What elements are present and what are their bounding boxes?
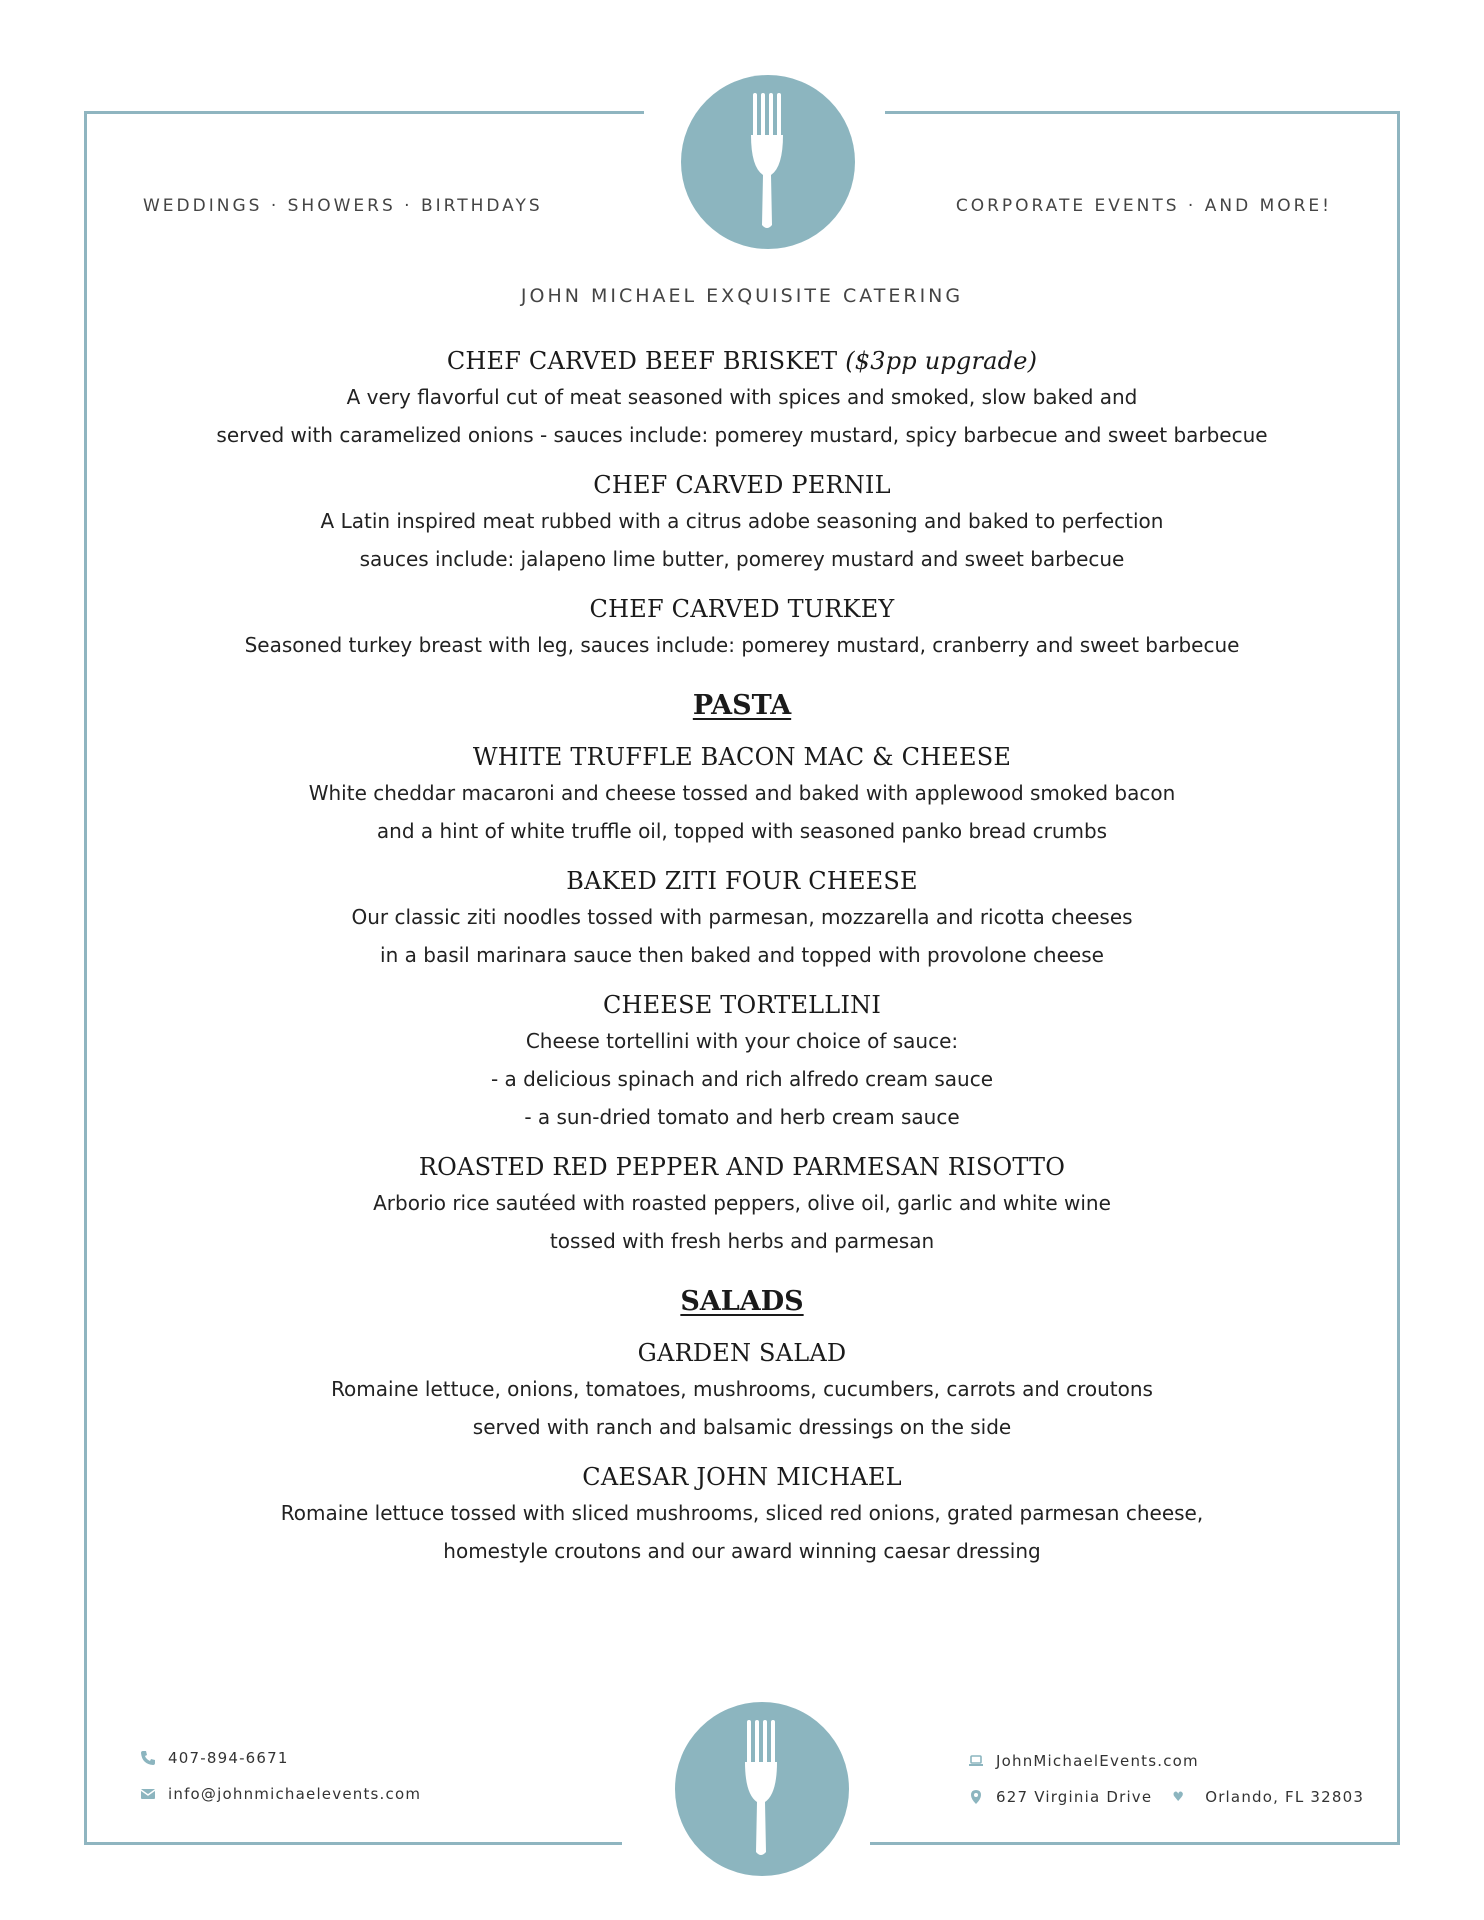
item-title-text: CHEF CARVED BEEF BRISKET xyxy=(446,347,838,375)
item-description: White cheddar macaroni and cheese tossed and baked with applewood smoked bacon xyxy=(308,781,1176,805)
item-description: - a sun-dried tomato and herb cream sauce xyxy=(524,1105,960,1129)
item-description: Cheese tortellini with your choice of sauce: xyxy=(525,1029,959,1053)
frame-right-line xyxy=(1397,111,1400,1845)
item-description: sauces include: jalapeno lime butter, pomerey mustard and sweet barbecue xyxy=(359,547,1125,571)
menu-item-risotto xyxy=(140,1150,1344,1260)
section-heading: PASTA xyxy=(692,690,792,721)
logo-bottom xyxy=(675,1702,849,1876)
contact-website[interactable] xyxy=(968,1752,1199,1770)
phone-number: 407-894-6671 xyxy=(168,1749,289,1767)
menu-item-mac xyxy=(140,740,1344,850)
item-title: WHITE TRUFFLE BACON MAC & CHEESE xyxy=(472,743,1012,771)
item-description: homestyle croutons and our award winning caesar dressing xyxy=(443,1539,1041,1563)
item-description: tossed with fresh herbs and parmesan xyxy=(549,1229,935,1253)
item-title: CAESAR JOHN MICHAEL xyxy=(582,1463,902,1491)
contact-phone[interactable] xyxy=(140,1749,289,1767)
item-description: and a hint of white truffle oil, topped with seasoned panko bread crumbs xyxy=(376,819,1108,843)
item-title xyxy=(140,344,1344,378)
item-title: BAKED ZITI FOUR CHEESE xyxy=(566,867,918,895)
item-description: Romaine lettuce tossed with sliced mushrooms, sliced red onions, grated parmesan cheese, xyxy=(280,1501,1204,1525)
heart-icon: ♥ xyxy=(1172,1789,1186,1805)
section-salads xyxy=(140,1282,1344,1570)
tagline-left: WEDDINGS · SHOWERS · BIRTHDAYS xyxy=(143,196,543,216)
item-description: Our classic ziti noodles tossed with parmesan, mozzarella and ricotta cheeses xyxy=(351,905,1133,929)
fork-icon xyxy=(675,1702,849,1876)
logo-top xyxy=(681,75,855,249)
frame-bottom-left-line xyxy=(84,1842,622,1845)
email-address: info@johnmichaelevents.com xyxy=(168,1785,422,1803)
section-heading: SALADS xyxy=(680,1286,804,1317)
menu-item-turkey xyxy=(140,592,1344,664)
item-title: CHEF CARVED TURKEY xyxy=(589,595,895,623)
item-description: in a basil marinara sauce then baked and topped with provolone cheese xyxy=(380,943,1104,967)
item-description: Romaine lettuce, onions, tomatoes, mushrooms, cucumbers, carrots and croutons xyxy=(331,1377,1153,1401)
item-title: ROASTED RED PEPPER AND PARMESAN RISOTTO xyxy=(418,1153,1066,1181)
contact-address xyxy=(968,1788,1364,1806)
frame-left-line xyxy=(84,111,87,1845)
menu-item-garden xyxy=(140,1336,1344,1446)
item-description: A Latin inspired meat rubbed with a citrus adobe seasoning and baked to perfection xyxy=(320,509,1164,533)
menu-item-brisket xyxy=(140,344,1344,454)
website-url: JohnMichaelEvents.com xyxy=(996,1752,1199,1770)
menu-item-tortellini xyxy=(140,988,1344,1136)
envelope-icon xyxy=(140,1786,156,1802)
item-description: Seasoned turkey breast with leg, sauces include: pomerey mustard, cranberry and sweet barbecue xyxy=(244,633,1240,657)
item-title: CHEF CARVED PERNIL xyxy=(593,471,891,499)
street-address: 627 Virginia Drive xyxy=(996,1788,1153,1806)
tagline-right: CORPORATE EVENTS · AND MORE! xyxy=(955,196,1332,216)
city-state-zip: Orlando, FL 32803 xyxy=(1205,1788,1365,1806)
item-description: - a delicious spinach and rich alfredo cream sauce xyxy=(490,1067,994,1091)
frame-bottom-right-line xyxy=(870,1842,1400,1845)
fork-icon xyxy=(681,75,855,249)
section-pasta xyxy=(140,686,1344,1260)
item-title: CHEESE TORTELLINI xyxy=(602,991,882,1019)
upgrade-note: ($3pp upgrade) xyxy=(845,347,1038,375)
menu-item-pernil xyxy=(140,468,1344,578)
company-name: JOHN MICHAEL EXQUISITE CATERING xyxy=(520,285,964,307)
contact-email[interactable] xyxy=(140,1785,421,1803)
menu-body xyxy=(140,344,1344,1584)
item-description: A very flavorful cut of meat seasoned with spices and smoked, slow baked and xyxy=(346,385,1138,409)
item-description: Arborio rice sautéed with roasted peppers, olive oil, garlic and white wine xyxy=(373,1191,1111,1215)
frame-top-right-line xyxy=(885,111,1400,114)
phone-icon xyxy=(140,1750,156,1766)
item-title: GARDEN SALAD xyxy=(637,1339,847,1367)
menu-item-caesar xyxy=(140,1460,1344,1570)
laptop-icon xyxy=(968,1753,984,1769)
menu-item-ziti xyxy=(140,864,1344,974)
map-pin-icon xyxy=(968,1789,984,1805)
frame-top-left-line xyxy=(84,111,644,114)
item-description: served with ranch and balsamic dressings on the side xyxy=(472,1415,1012,1439)
item-description: served with caramelized onions - sauces include: pomerey mustard, spicy barbecue and sweet barbecue xyxy=(216,423,1268,447)
